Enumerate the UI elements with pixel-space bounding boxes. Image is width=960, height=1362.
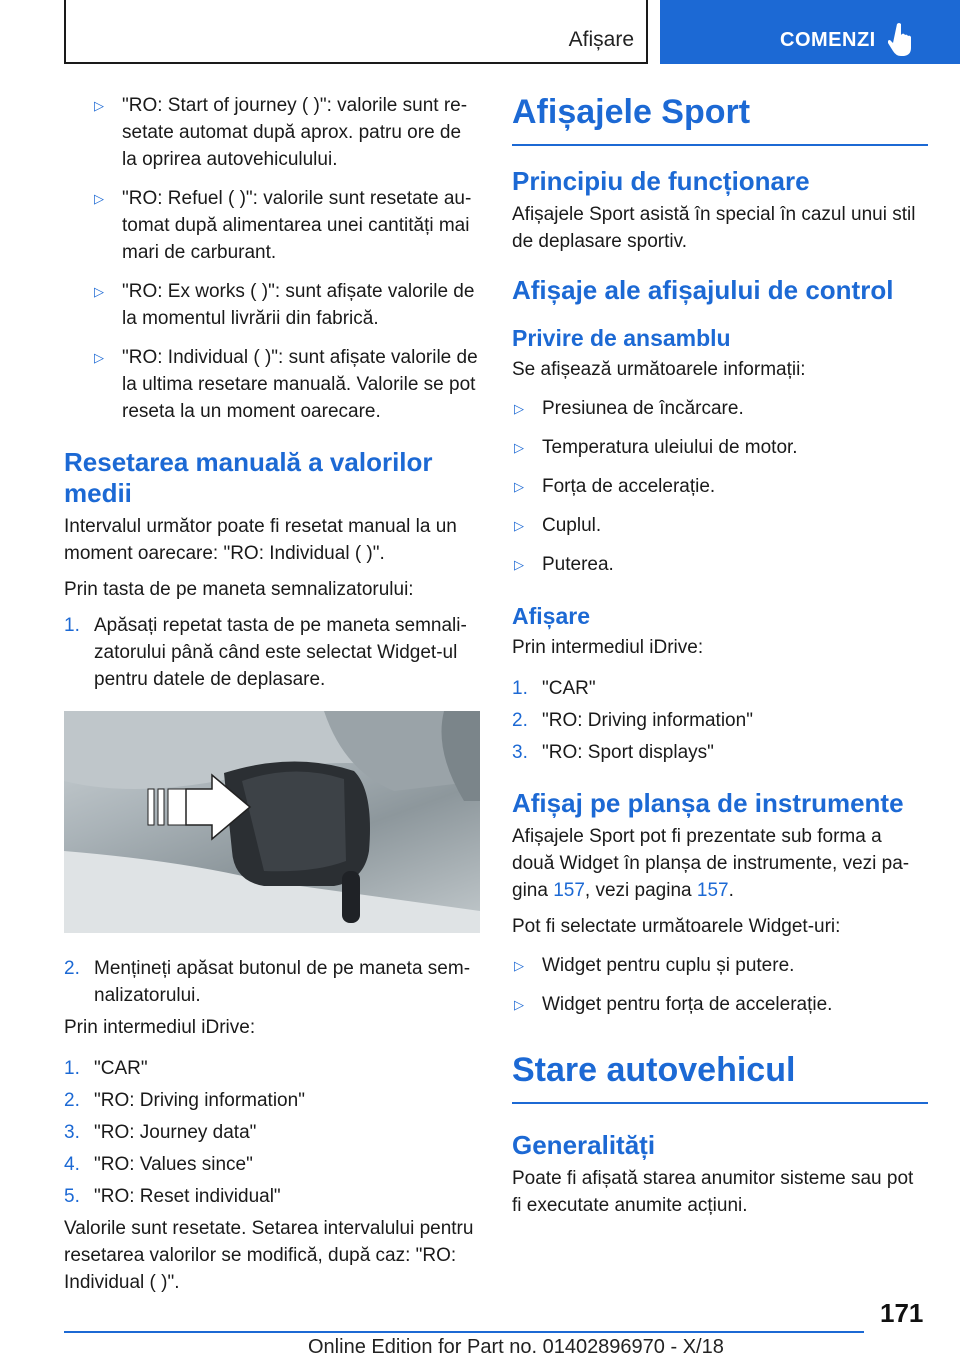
section-title-status: Stare autovehicul [512,1050,928,1104]
list-item: ▷ Forța de accelerație. [512,473,928,500]
overview-paragraph: Se afișează următoarele informații: [512,359,806,380]
principle-paragraph: Afișajele Sport asistă în special în cazul unui stil de deplasare sportiv. [512,204,916,252]
step-item: 2. Mențineți apăsat butonul de pe maneta semnalizatorului. [64,958,471,1006]
menu-path-item: 3. "RO: Sport displays" [512,742,714,763]
menu-path-item: 1. "CAR" [64,1058,148,1079]
right-column [512,92,928,1228]
menu-path-item: 3. "RO: Journey data" [64,1122,257,1143]
reset-instruction: Prin tasta de pe maneta semnalizatorului: [64,579,414,600]
general-heading: Generalități [512,1130,656,1160]
bullet-triangle-icon: ▷ [514,557,524,572]
menu-path-item: 2. "RO: Driving information" [512,710,753,731]
bullet-triangle-icon: ▷ [514,440,524,455]
bullet-triangle-icon: ▷ [94,284,104,299]
edition-note: Online Edition for Part no. 01402896970 - X/18 [308,1336,724,1358]
cluster-heading: Afișaj pe planșa de instrumente [512,788,904,818]
list-item: ▷ "RO: Refuel ( )": valorile sunt resetate automat după alimentarea unei cantități mai mari de carburant. [64,185,480,266]
list-item: ▷ "RO: Start of journey ( )": valorile sunt resetate automat după aprox. patru ore de la oprirea autovehiculului. [64,92,480,173]
turn-signal-lever-image [64,711,480,933]
page-number: 171 [880,1298,924,1328]
list-item: ▷ Presiunea de încărcare. [512,395,928,422]
principle-heading: Principiu de funcționare [512,166,810,196]
list-item: ▷ Cuplul. [512,512,928,539]
hand-pointer-icon [888,22,916,56]
list-item: ▷ Puterea. [512,551,928,578]
list-item: ▷ "RO: Ex works ( )": sunt afișate valorile de la momentul livrării din fabrică. [64,278,480,332]
footer-divider [64,1331,864,1333]
display-paragraph: Prin intermediul iDrive: [512,637,704,658]
widgets-paragraph: Pot fi selectate următoarele Widget-uri: [512,916,841,937]
list-item: ▷ Temperatura uleiului de motor. [512,434,928,461]
reset-heading: Resetarea manuală a valorilor medii [64,447,433,508]
header-section-label: Afișare [568,28,634,51]
bullet-triangle-icon: ▷ [514,958,524,973]
menu-path-item: 4. "RO: Values since" [64,1154,253,1175]
bullet-triangle-icon: ▷ [94,191,104,206]
overview-heading: Privire de ansamblu [512,325,731,351]
cluster-paragraph: Afișajele Sport pot fi prezentate sub forma a două Widget în planșa de instrumente, vezi pagina 157, vezi pagina 157. [512,826,910,901]
bullet-triangle-icon: ▷ [514,518,524,533]
step-item: 1. Apăsați repetat tasta de pe maneta semnalizatorului până când este selectat Widget-ul pentru datele de deplasare. [64,615,467,690]
display-heading: Afișare [512,603,590,629]
bullet-triangle-icon: ▷ [94,350,104,365]
left-column [64,92,480,1305]
list-item: ▷ Widget pentru forța de accelerație. [512,991,928,1018]
menu-path-item: 5. "RO: Reset individual" [64,1186,281,1207]
closing-paragraph: Valorile sunt resetate. Setarea intervalului pentru resetarea valorilor se modifică, după caz: "RO: Individual ( )". [64,1218,474,1293]
menu-path-item: 1. "CAR" [512,678,596,699]
control-display-heading: Afișaje ale afișajului de control [512,275,894,305]
menu-path-item: 2. "RO: Driving information" [64,1090,305,1111]
bullet-triangle-icon: ▷ [514,479,524,494]
general-paragraph: Poate fi afișată starea anumitor sisteme sau pot fi executate anumite acțiuni. [512,1168,914,1216]
header-section-tab[interactable] [64,0,648,64]
list-item: ▷ "RO: Individual ( )": sunt afișate valorile de la ultima resetare manuală. Valorile se pot reseta la un moment oarecare. [64,344,480,425]
bullet-triangle-icon: ▷ [514,997,524,1012]
bullet-triangle-icon: ▷ [514,401,524,416]
page-link-157[interactable]: 157 [696,880,729,901]
reset-paragraph: Intervalul următor poate fi resetat manual la un moment oarecare: "RO: Individual ( )". [64,516,457,564]
idrive-intro: Prin intermediul iDrive: [64,1017,256,1038]
header-chapter-label: COMENZI [780,29,876,51]
header-chapter-tab[interactable] [660,0,960,64]
bullet-triangle-icon: ▷ [94,98,104,113]
page-link-157[interactable]: 157 [553,880,585,901]
list-item: ▷ Widget pentru cuplu și putere. [512,952,928,979]
section-title-sport: Afișajele Sport [512,92,928,146]
